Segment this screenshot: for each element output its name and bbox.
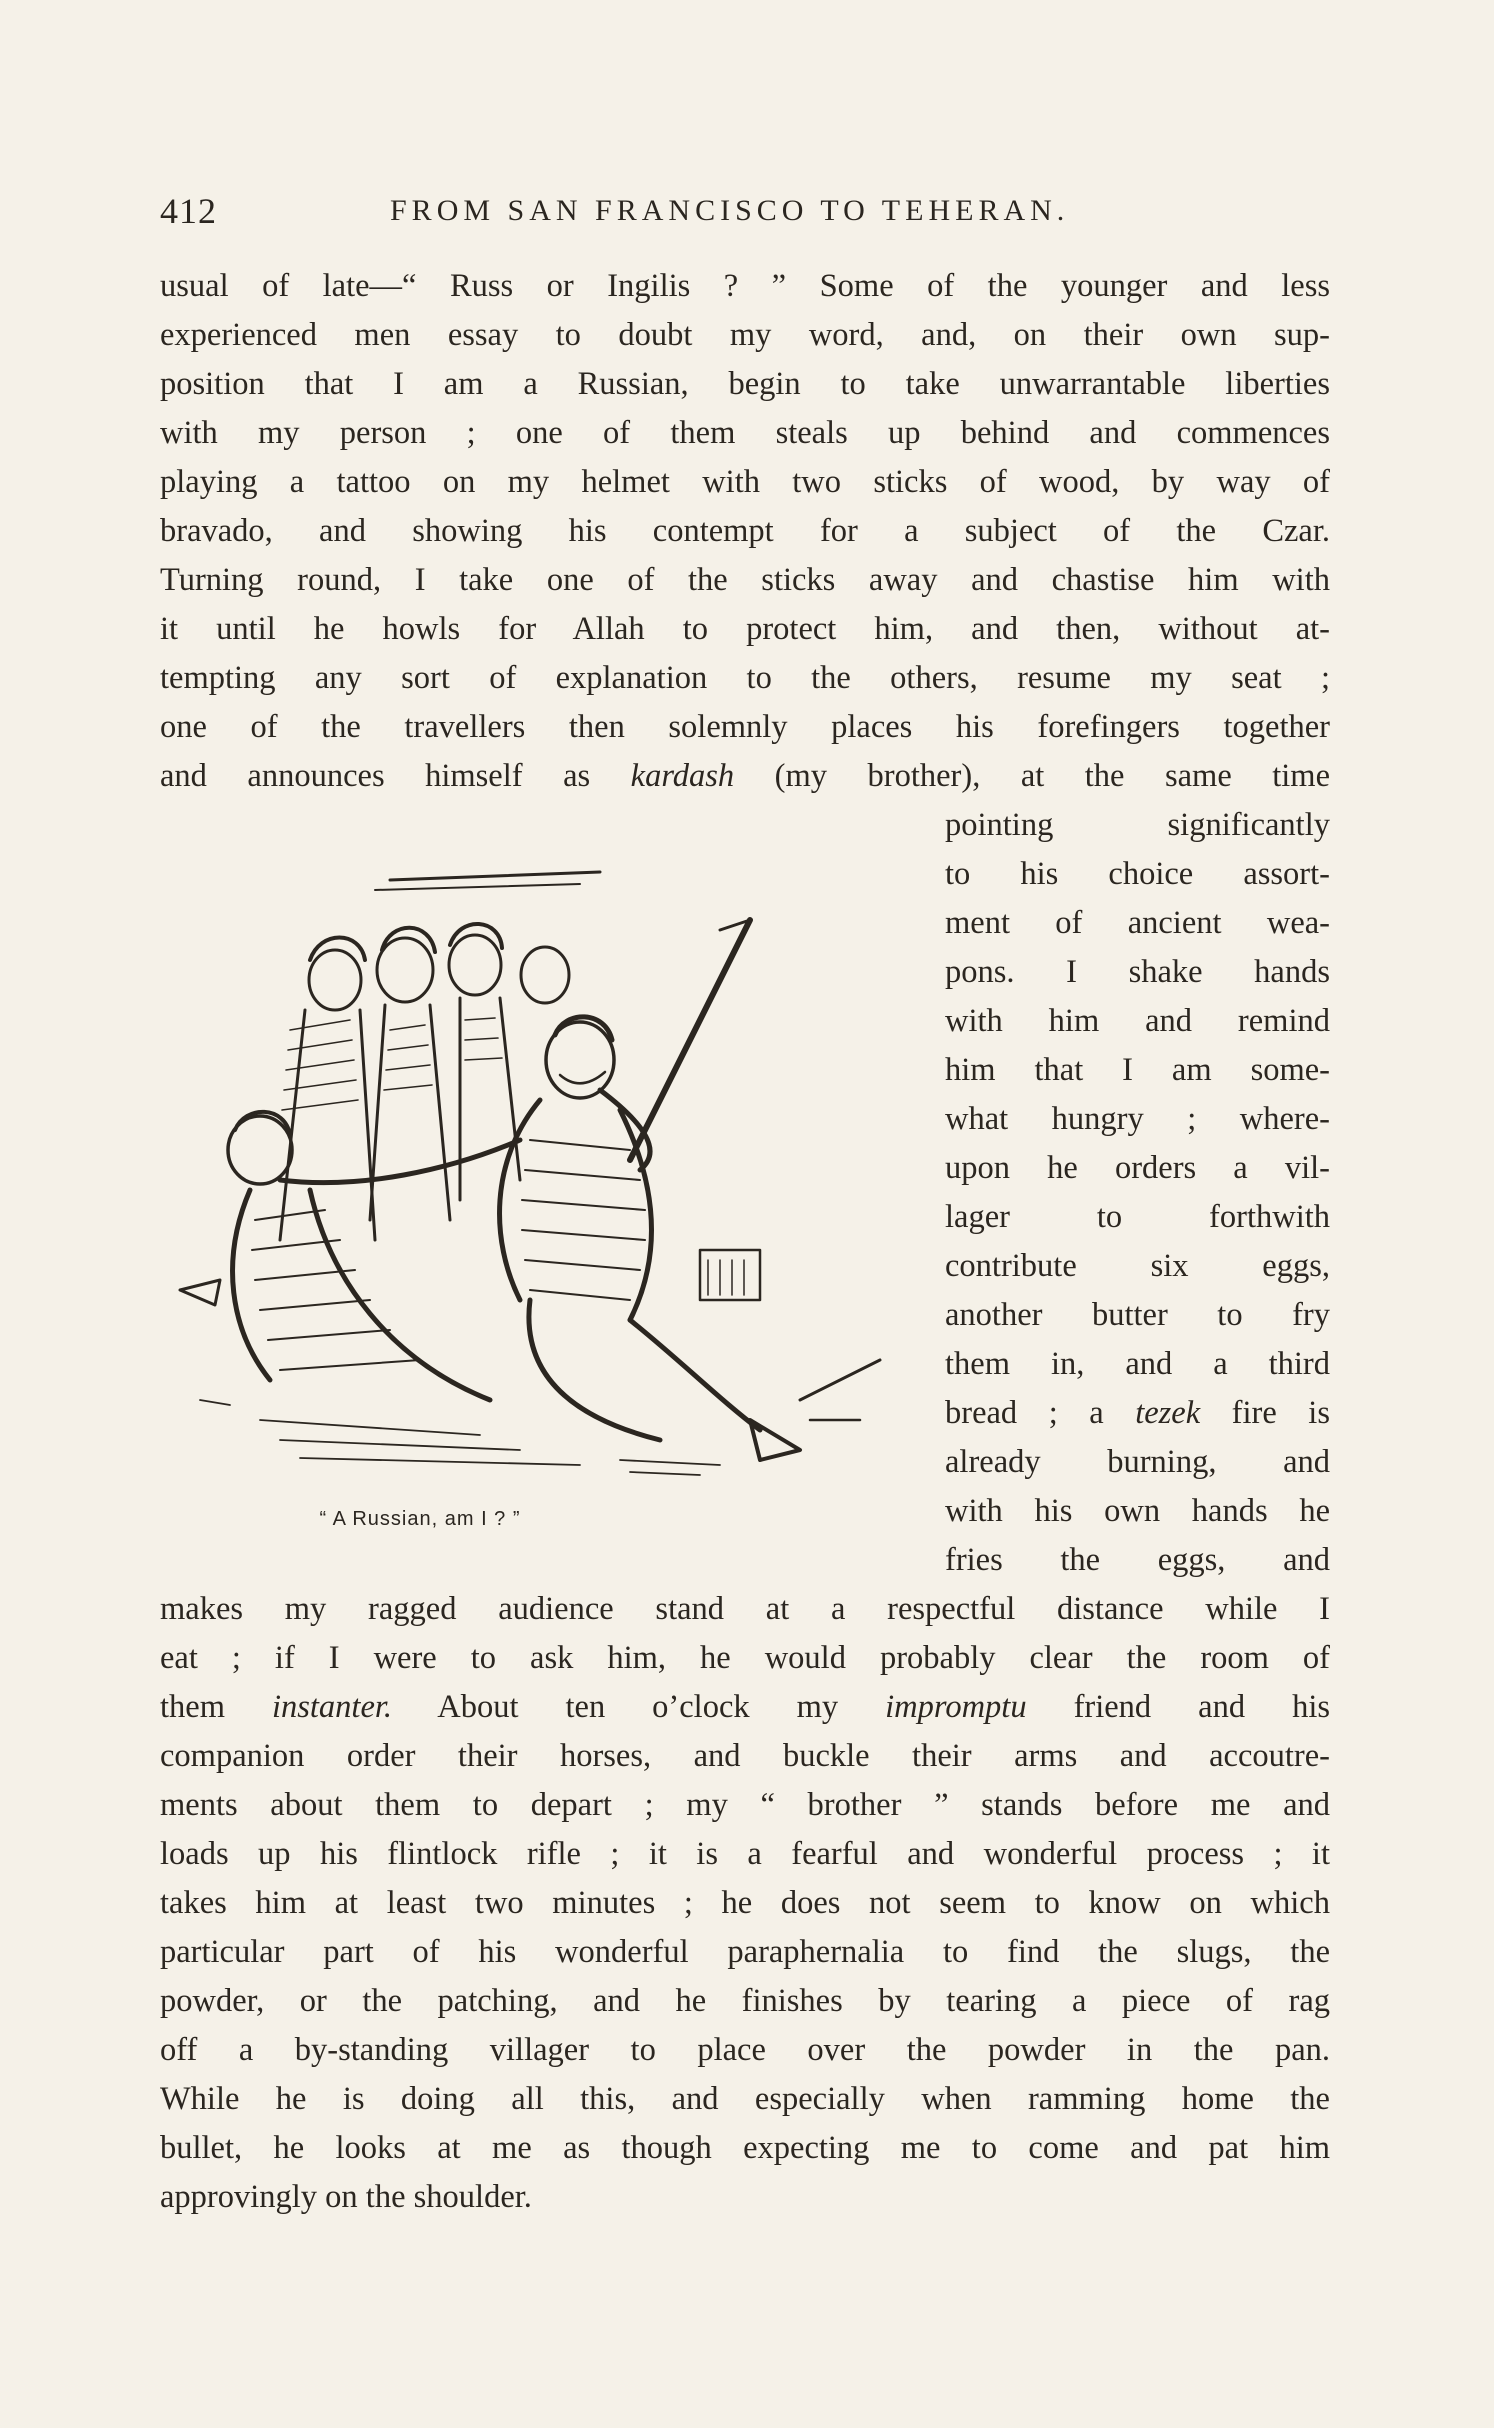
body-line: bullet, he looks at me as though expecting me to come and pat him [160, 2130, 1330, 2166]
body-line: Turning round, I take one of the sticks away and chastise him with [160, 562, 1330, 598]
body-line: loads up his flintlock rifle ; it is a fearful and wonderful process ; it [160, 1836, 1330, 1872]
narrow-line: contribute six eggs, [945, 1248, 1330, 1284]
text-segment: About ten o’clock my [392, 1689, 886, 1725]
body-line: position that I am a Russian, begin to take unwarrantable liberties [160, 366, 1330, 402]
illustration-caption: “ A Russian, am I ? ” [319, 1508, 521, 1530]
text-segment: them [160, 1689, 272, 1725]
body-line: ments about them to depart ; my “ brother ” stands before me and [160, 1787, 1330, 1823]
illustration-drawing [160, 860, 930, 1500]
narrow-line: fries the eggs, and [945, 1542, 1330, 1578]
page-number: 412 [160, 191, 217, 231]
text-segment: and announces himself as [160, 758, 631, 794]
narrow-line: another butter to fry [945, 1297, 1330, 1333]
narrow-line: what hungry ; where- [945, 1101, 1330, 1137]
page-header [160, 190, 1330, 230]
body-line: it until he howls for Allah to protect him, and then, without at- [160, 611, 1330, 647]
body-line: powder, or the patching, and he finishes by tearing a piece of rag [160, 1983, 1330, 2019]
body-line: tempting any sort of explanation to the others, resume my seat ; [160, 660, 1330, 696]
body-line: one of the travellers then solemnly places his forefingers together [160, 709, 1330, 745]
narrow-line: to his choice assort- [945, 856, 1330, 892]
body-line: makes my ragged audience stand at a respectful distance while I [160, 1591, 1330, 1627]
body-line: bravado, and showing his contempt for a subject of the Czar. [160, 513, 1330, 549]
narrow-line: already burning, and [945, 1444, 1330, 1480]
narrow-line: lager to forthwith [945, 1199, 1330, 1235]
text-segment: (my brother), at the same time [734, 758, 1330, 794]
narrow-line: upon he orders a vil- [945, 1150, 1330, 1186]
body-line: takes him at least two minutes ; he does not seem to know on which [160, 1885, 1330, 1921]
body-line: with my person ; one of them steals up behind and commences [160, 415, 1330, 451]
text-segment: fire is [1200, 1395, 1330, 1431]
illustration [160, 860, 930, 1550]
body-line-kardash [160, 756, 1330, 800]
italic-word-tezek: tezek [1135, 1395, 1201, 1431]
body-line-instanter [160, 1687, 1330, 1731]
narrow-line: them in, and a third [945, 1346, 1330, 1382]
narrow-line-tezek [945, 1393, 1330, 1437]
text-segment: friend and his [1026, 1689, 1330, 1725]
narrow-line: him that I am some- [945, 1052, 1330, 1088]
body-line: usual of late—“ Russ or Ingilis ? ” Some of the younger and less [160, 268, 1330, 304]
body-line: particular part of his wonderful paraphernalia to find the slugs, the [160, 1934, 1330, 1970]
body-line: eat ; if I were to ask him, he would probably clear the room of [160, 1640, 1330, 1676]
body-line: off a by-standing villager to place over the powder in the pan. [160, 2032, 1330, 2068]
body-line: companion order their horses, and buckle their arms and accoutre- [160, 1738, 1330, 1774]
italic-word-instanter: instanter. [271, 1689, 393, 1725]
narrow-line: with his own hands he [945, 1493, 1330, 1529]
body-line: experienced men essay to doubt my word, and, on their own sup- [160, 317, 1330, 353]
narrow-line: with him and remind [945, 1003, 1330, 1039]
italic-word-kardash: kardash [630, 758, 735, 794]
text-segment: bread ; a [945, 1395, 1136, 1431]
italic-word-impromptu: impromptu [885, 1689, 1027, 1725]
body-line-final: approvingly on the shoulder. [160, 2179, 532, 2215]
narrow-line: pointing significantly [945, 807, 1330, 843]
body-line: While he is doing all this, and especially when ramming home the [160, 2081, 1330, 2117]
running-title: FROM SAN FRANCISCO TO TEHERAN. [390, 194, 1070, 227]
body-line: playing a tattoo on my helmet with two sticks of wood, by way of [160, 464, 1330, 500]
narrow-line: pons. I shake hands [945, 954, 1330, 990]
narrow-line: ment of ancient wea- [945, 905, 1330, 941]
